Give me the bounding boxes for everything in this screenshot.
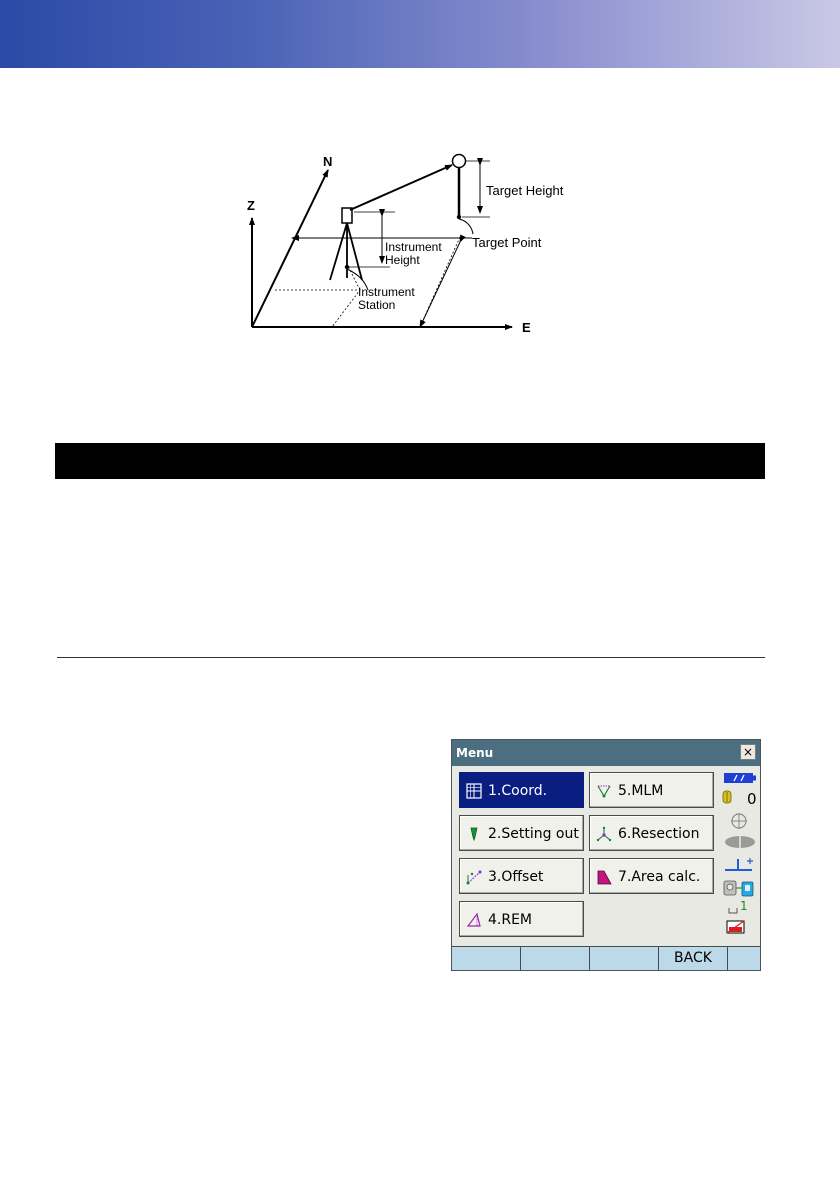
resection-button[interactable] — [589, 815, 714, 851]
offset-button-label: 3.Offset — [488, 869, 544, 885]
softkey-bar — [452, 946, 760, 970]
instrument-station-point — [345, 265, 349, 269]
status-count: 0 — [747, 790, 757, 808]
header-banner — [0, 0, 840, 68]
target-point-leader — [459, 219, 473, 234]
instrument-station-label-2: Station — [358, 298, 396, 312]
section-divider — [57, 657, 765, 658]
area-calc-button-label: 7.Area calc. — [618, 869, 701, 885]
setting-out-icon — [466, 826, 482, 842]
mlm-button-label: 5.MLM — [618, 783, 664, 799]
target-height-label: Target Height — [486, 183, 564, 198]
setting-out-button-label: 2.Setting out — [488, 826, 579, 842]
resection-button-label: 6.Resection — [618, 826, 700, 842]
instrument-height-label-1: Instrument — [385, 240, 442, 254]
coord-button[interactable] — [459, 772, 584, 808]
menu-titlebar — [452, 740, 760, 766]
coordinate-diagram — [240, 150, 570, 340]
coord-grid-icon — [466, 783, 482, 799]
target-point — [457, 215, 461, 219]
horizontal-distance-arrow — [420, 242, 460, 327]
softkey-3[interactable] — [590, 947, 659, 970]
tilt-icon — [724, 856, 756, 872]
communication-icon — [722, 878, 756, 898]
softkey-2[interactable] — [521, 947, 590, 970]
input-mode-value: 1 — [740, 899, 748, 913]
close-button[interactable]: × — [740, 744, 756, 760]
rem-button-label: 4.REM — [488, 912, 533, 928]
coord-button-label: 1.Coord. — [488, 783, 548, 799]
axis-e-label: E — [522, 320, 531, 335]
softkey-1[interactable] — [452, 947, 521, 970]
prism-icon — [724, 835, 756, 849]
axis-n-line — [252, 170, 328, 327]
target-prism — [453, 155, 466, 168]
memory-icon — [726, 920, 746, 934]
setting-out-button[interactable] — [459, 815, 584, 851]
offset-button[interactable] — [459, 858, 584, 894]
softkey-5[interactable] — [728, 947, 760, 970]
area-calc-button[interactable] — [589, 858, 714, 894]
section-heading-bar — [55, 443, 765, 479]
menu-window — [451, 739, 761, 971]
menu-title: Menu — [456, 746, 494, 760]
area-calc-icon — [596, 869, 612, 885]
instrument-station-label-1: Instrument — [358, 285, 415, 299]
rem-button[interactable] — [459, 901, 584, 937]
sight-line — [350, 165, 452, 210]
signal-icon — [722, 790, 732, 804]
crosshair-icon — [730, 812, 748, 830]
battery-icon — [724, 772, 756, 784]
input-mode-icon — [728, 904, 738, 914]
instrument-height-label-2: Height — [385, 253, 420, 267]
offset-icon — [466, 869, 482, 885]
axis-n-label: N — [323, 154, 333, 169]
axis-z-label: Z — [247, 198, 255, 213]
mlm-icon — [596, 783, 612, 799]
back-softkey[interactable]: BACK — [659, 947, 728, 970]
status-column — [720, 770, 760, 942]
rem-icon — [466, 912, 482, 928]
target-point-label: Target Point — [472, 235, 542, 250]
mlm-button[interactable] — [589, 772, 714, 808]
resection-icon — [596, 826, 612, 842]
tripod — [330, 223, 362, 280]
